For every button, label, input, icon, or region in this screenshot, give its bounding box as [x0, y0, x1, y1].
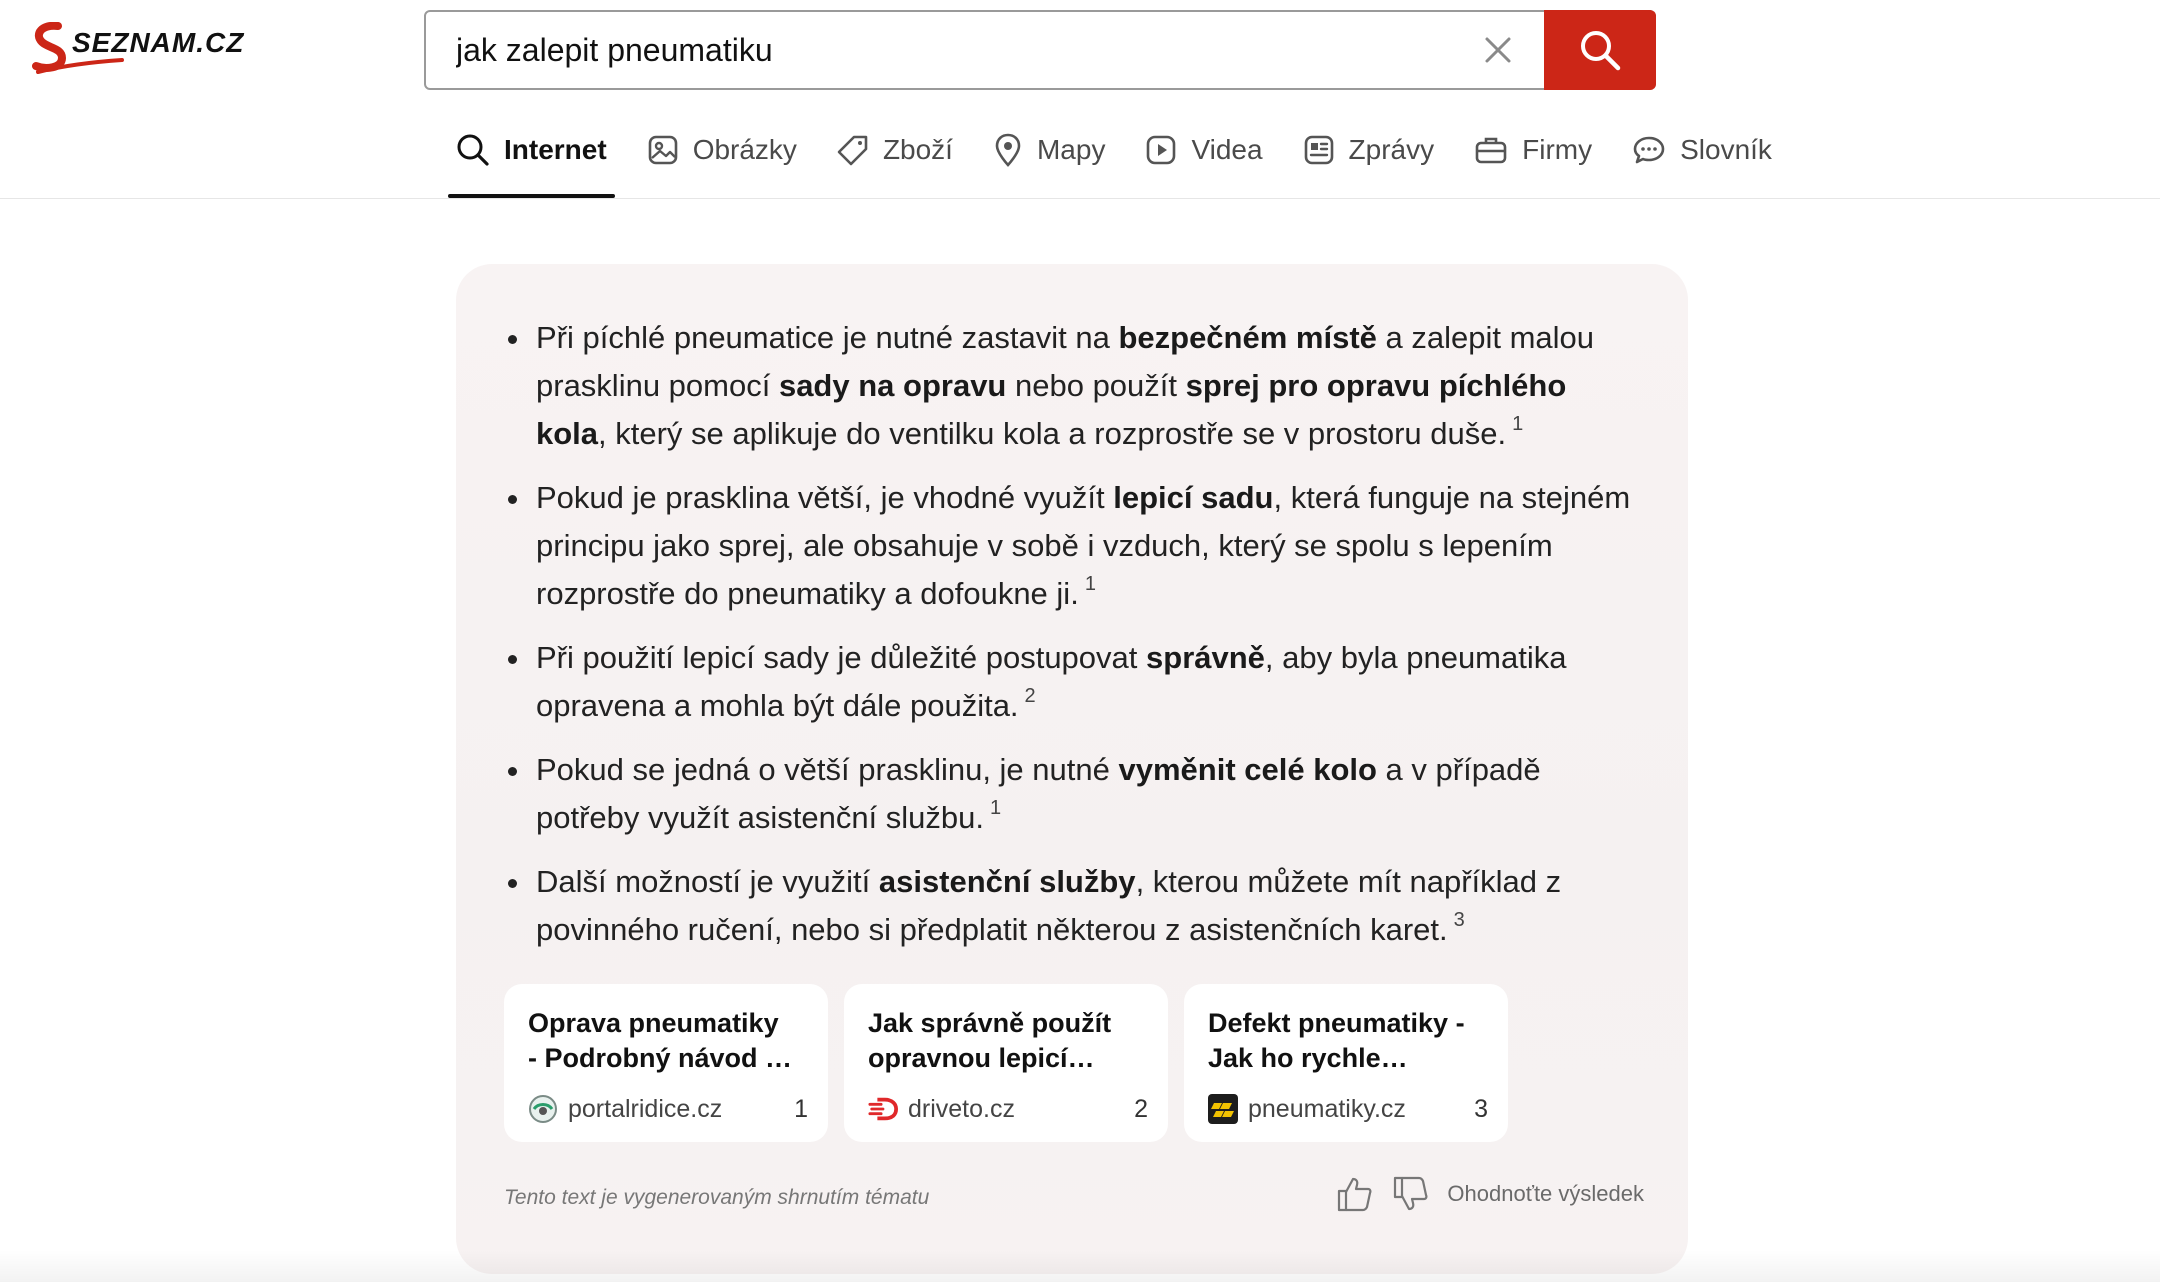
- driveto-favicon: [868, 1094, 898, 1124]
- tab-label: Obrázky: [692, 134, 797, 165]
- tab-internet[interactable]: [448, 112, 615, 188]
- source-footer: [528, 1092, 808, 1126]
- citation-ref[interactable]: 1: [1084, 573, 1096, 595]
- source-title-line: opravnou lepicí…: [868, 1043, 1095, 1073]
- bullet-emphasis: lepicí sadu: [1113, 480, 1274, 515]
- source-card[interactable]: [844, 984, 1168, 1142]
- summary-bullet: [508, 746, 1638, 842]
- bullet-emphasis: asistenční služby: [878, 864, 1136, 899]
- source-title: [1208, 1006, 1493, 1076]
- citation-ref[interactable]: 1: [1512, 413, 1524, 435]
- source-title: [528, 1006, 813, 1076]
- tab-label: Firmy: [1522, 134, 1593, 165]
- tab-label: Zboží: [882, 134, 953, 165]
- bullet-text: Při použití lepicí sady je důležité postupovat: [536, 640, 1147, 675]
- source-number: 2: [1134, 1094, 1148, 1123]
- source-domain: driveto.cz: [908, 1094, 1015, 1123]
- logo-graphic: [32, 22, 267, 78]
- tab-images[interactable]: [639, 112, 805, 188]
- source-footer: [1208, 1092, 1488, 1126]
- bottom-fade: [0, 1250, 2160, 1282]
- bullet-text: a v případě potřeby využít asistenční službu.: [536, 752, 1541, 835]
- bullet-emphasis: bezpečném místě: [1118, 320, 1377, 355]
- tab-label: Videa: [1191, 134, 1263, 165]
- bullet-text: Další možností je využití: [536, 864, 879, 899]
- bullet-text: Pokud se jedná o větší prasklinu, je nutné: [536, 752, 1119, 787]
- tab-companies[interactable]: [1466, 112, 1600, 188]
- source-number: 1: [794, 1094, 808, 1123]
- ai-disclaimer: Tento text je vygenerovaným shrnutím tématu: [504, 1186, 930, 1209]
- tab-news[interactable]: [1295, 112, 1443, 188]
- citation-ref[interactable]: 1: [990, 797, 1002, 819]
- clear-search-button[interactable]: [1478, 30, 1518, 70]
- close-icon: [1483, 35, 1513, 65]
- source-title: [868, 1006, 1153, 1076]
- pneumatiky-logo: [1208, 1094, 1238, 1124]
- driveto-logo: [868, 1096, 898, 1122]
- source-title-line: Jak správně použít: [868, 1008, 1112, 1038]
- source-domain: pneumatiky.cz: [1248, 1094, 1406, 1123]
- source-number: 3: [1474, 1094, 1488, 1123]
- summary-bullets: [508, 314, 1638, 970]
- rating-controls: [1319, 1174, 1644, 1214]
- tab-label: Mapy: [1036, 134, 1106, 165]
- bullet-text: , který se aplikuje do ventilku kola a rozprostře se v prostoru duše.: [598, 416, 1507, 451]
- image-icon: [647, 134, 679, 166]
- logo-text: SEZNAM.CZ: [72, 27, 245, 58]
- summary-bullet: [508, 314, 1638, 458]
- briefcase-icon: [1474, 134, 1508, 166]
- header-divider: [0, 198, 2160, 199]
- tab-videos[interactable]: [1137, 112, 1270, 188]
- source-card[interactable]: [1184, 984, 1508, 1142]
- bullet-text: , která funguje na stejném principu jako sprej, ale obsahuje v sobě i vzduch, který se spolu s lepením rozprostře do pneumatiky a dofoukne ji.: [536, 480, 1631, 611]
- thumbs-down-icon: [1392, 1175, 1430, 1213]
- seznam-logo[interactable]: [32, 22, 267, 78]
- chat-icon: [1632, 134, 1666, 166]
- bullet-emphasis: správně: [1146, 640, 1265, 675]
- bullet-text: , aby byla pneumatika opravena a mohla být dále použita.: [536, 640, 1567, 723]
- portalridice-favicon: [528, 1094, 558, 1124]
- tab-label: Internet: [504, 134, 607, 165]
- tab-maps[interactable]: [985, 112, 1113, 188]
- search-icon: [1578, 28, 1622, 72]
- source-domain: portalridice.cz: [568, 1094, 723, 1123]
- ai-summary-card: [456, 264, 1688, 1274]
- map-pin-icon: [993, 133, 1023, 167]
- citation-ref[interactable]: 3: [1453, 909, 1465, 931]
- tab-label: Slovník: [1680, 134, 1772, 165]
- search-icon: [456, 133, 490, 167]
- summary-bullet: [508, 634, 1638, 730]
- portalridice-logo: [528, 1094, 558, 1124]
- bullet-text: Při píchlé pneumatice je nutné zastavit na: [536, 320, 1119, 355]
- source-footer: [868, 1092, 1148, 1126]
- bullet-text: , kterou můžete mít například z povinného ručení, nebo si předplatit některou z asistenčních karet.: [536, 864, 1562, 947]
- bullet-text: Pokud je prasklina větší, je vhodné využít: [536, 480, 1114, 515]
- source-title-line: Jak ho rychle…: [1208, 1043, 1408, 1073]
- citation-ref[interactable]: 2: [1024, 685, 1036, 707]
- rate-result-link[interactable]: Ohodnoťte výsledek: [1447, 1181, 1644, 1206]
- tag-icon: [837, 134, 869, 166]
- play-icon: [1145, 134, 1177, 166]
- search-input[interactable]: [456, 12, 1456, 88]
- thumbs-up-button[interactable]: [1335, 1174, 1375, 1214]
- search-tabs: [448, 112, 1804, 198]
- news-icon: [1303, 134, 1335, 166]
- search-box: [424, 10, 1656, 90]
- source-title-line: - Podrobný návod …: [528, 1043, 793, 1073]
- source-cards: [504, 984, 1524, 1142]
- thumbs-up-icon: [1336, 1175, 1374, 1213]
- bullet-emphasis: sady na opravu: [778, 368, 1007, 403]
- bullet-text: a zalepit malou prasklinu pomocí: [536, 320, 1595, 403]
- bullet-text: nebo použít: [1006, 368, 1186, 403]
- summary-bullet: [508, 474, 1638, 618]
- bullet-emphasis: sprej pro opravu píchlého kola: [536, 368, 1567, 451]
- search-button[interactable]: [1544, 10, 1656, 90]
- source-card[interactable]: [504, 984, 828, 1142]
- source-title-line: Defekt pneumatiky -: [1208, 1008, 1465, 1038]
- source-title-line: Oprava pneumatiky: [528, 1008, 779, 1038]
- thumbs-down-button[interactable]: [1391, 1174, 1431, 1214]
- bullet-emphasis: vyměnit celé kolo: [1118, 752, 1377, 787]
- tab-label: Zprávy: [1348, 134, 1435, 165]
- summary-bullet: [508, 858, 1638, 954]
- tab-products[interactable]: [829, 112, 961, 188]
- tab-dictionary[interactable]: [1624, 112, 1780, 188]
- pneumatiky-favicon: [1208, 1094, 1238, 1124]
